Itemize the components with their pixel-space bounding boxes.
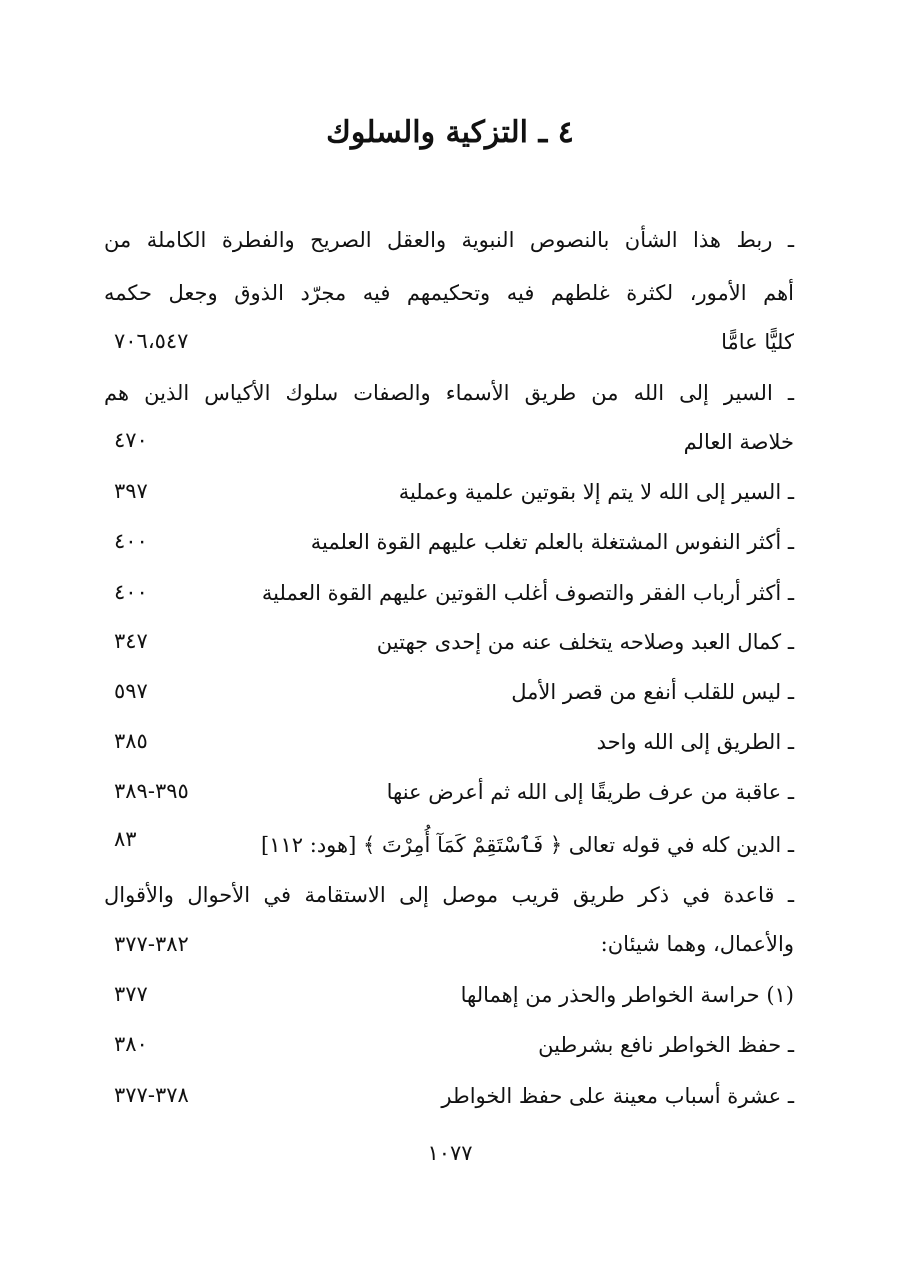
entry-text-line: ـ عشرة أسباب معينة على حفظ الخواطر	[441, 1084, 794, 1108]
entry-text-line: (١) حراسة الخواطر والحذر من إهمالها	[460, 983, 794, 1007]
entry-page-ref: ٨٣	[114, 827, 137, 851]
entry-page-ref: ٣٧٨-٣٧٧	[114, 1083, 189, 1107]
entry-text-line: خلاصة العالم	[683, 430, 794, 454]
entry-text-line: ـ أكثر أرباب الفقر والتصوف أغلب القوتين عليهم القوة العملية	[261, 581, 794, 605]
entry-text-line: ـ السير إلى الله من طريق الأسماء والصفات سلوك الأكياس الذين هم	[104, 381, 794, 405]
entry-page-ref: ٣٨٠	[114, 1032, 148, 1056]
entry-page-ref: ٤٧٠	[114, 428, 148, 452]
entry-text-line: ـ ليس للقلب أنفع من قصر الأمل	[511, 680, 794, 704]
entry-page-ref: ٣٩٧	[114, 479, 148, 503]
entry-page-ref: ٣٨٢-٣٧٧	[114, 932, 189, 956]
entry-text-line: ـ كمال العبد وصلاحه يتخلف عنه من إحدى جهتين	[376, 630, 794, 654]
section-heading: ٤ ـ التزكية والسلوك	[326, 115, 574, 150]
entry-page-ref: ٣٤٧	[114, 629, 148, 653]
entry-text-line: ـ قاعدة في ذكر طريق قريب موصل إلى الاستقامة في الأحوال والأقوال	[104, 883, 794, 907]
entry-text-line: أهم الأمور، لكثرة غلطهم فيه وتحكيمهم فيه مجرّد الذوق وجعل حكمه	[104, 281, 794, 305]
entry-text-line: ـ عاقبة من عرف طريقًا إلى الله ثم أعرض عنها	[386, 780, 794, 804]
entry-text-line: ـ ربط هذا الشأن بالنصوص النبوية والعقل الصريح والفطرة الكاملة من	[104, 228, 794, 252]
entry-text-line: ـ السير إلى الله لا يتم إلا بقوتين علمية وعملية	[398, 480, 794, 504]
entry-text-line: ـ حفظ الخواطر نافع بشرطين	[538, 1033, 794, 1057]
entry-text-line: ـ الطريق إلى الله واحد	[596, 730, 794, 754]
page-number: ١٠٧٧	[427, 1141, 473, 1165]
entry-text-line: ـ أكثر النفوس المشتغلة بالعلم تغلب عليهم القوة العلمية	[310, 530, 794, 554]
entry-page-ref: ٤٠٠	[114, 529, 148, 553]
entry-text-line: كليًّا عامًّا	[721, 330, 794, 354]
entry-page-ref: ٣٨٥	[114, 729, 148, 753]
entry-page-ref: ٤٠٠	[114, 580, 148, 604]
entry-page-ref: ٧٠٦،٥٤٧	[114, 329, 189, 353]
entry-page-ref: ٥٩٧	[114, 679, 148, 703]
entry-text-line: ـ الدين كله في قوله تعالى ﴿ فَٱسْتَقِمْ كَمَآ أُمِرْتَ ﴾ [هود: ١١٢]	[261, 833, 794, 857]
entry-page-ref: ٣٧٧	[114, 982, 148, 1006]
entry-text-line: والأعمال، وهما شيئان:	[600, 932, 794, 956]
entry-page-ref: ٣٩٥-٣٨٩	[114, 779, 189, 803]
